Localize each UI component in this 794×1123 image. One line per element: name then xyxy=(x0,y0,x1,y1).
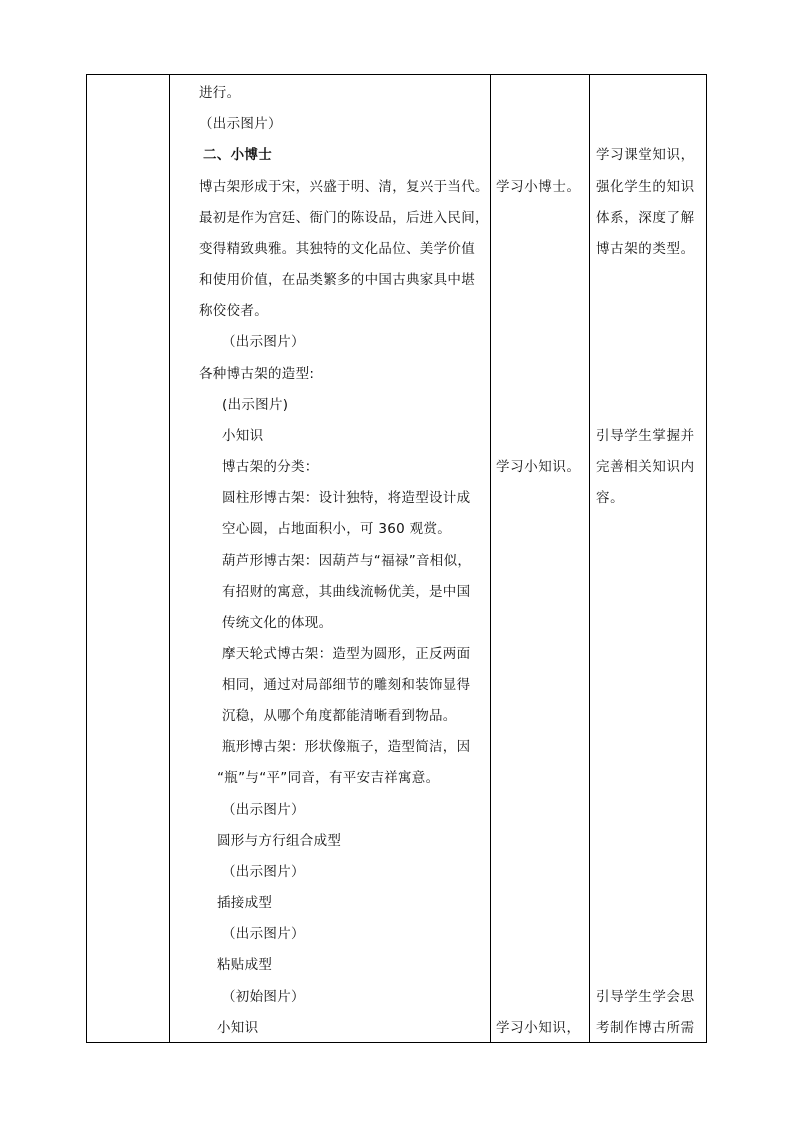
content-line: 插接成型 xyxy=(217,895,273,911)
content-line: 小知识 xyxy=(222,428,264,444)
content-line: 称佼佼者。 xyxy=(199,303,268,319)
content-line: 变得精致典雅。其独特的文化品位、美学价值 xyxy=(199,241,475,257)
section-heading: 二、小博士 xyxy=(203,147,272,163)
content-line: （出示图片） xyxy=(222,802,305,818)
content-line: 相同，通过对局部细节的雕刻和装饰显得 xyxy=(222,677,471,693)
activity-text: 学习小知识。 xyxy=(496,459,581,475)
content-line: “瓶”与“平”同音，有平安吉祥寓意。 xyxy=(217,770,440,786)
content-line: （出示图片） xyxy=(222,926,305,942)
content-line: 摩天轮式博古架：造型为圆形，正反两面 xyxy=(222,646,471,662)
activity-text: 学习小知识， xyxy=(496,1020,581,1036)
content-line: （出示图片） xyxy=(222,864,305,880)
content-line: （初始图片） xyxy=(222,989,305,1005)
content-line: 最初是作为宫廷、衙门的陈设品，后进入民间， xyxy=(199,210,489,226)
content-line: 粘贴成型 xyxy=(217,957,273,973)
content-line: 圆柱形博古架：设计独特，将造型设计成 xyxy=(222,490,471,506)
intent-text: 强化学生的知识 xyxy=(596,179,695,195)
content-line: 博古架形成于宋，兴盛于明、清，复兴于当代。 xyxy=(199,179,489,195)
column-divider xyxy=(490,75,491,1042)
content-line: 葫芦形博古架：因葫芦与“福禄”音相似， xyxy=(222,553,472,569)
content-line: 瓶形博古架：形状像瓶子，造型简洁，因 xyxy=(222,739,471,755)
content-line: 圆形与方行组合成型 xyxy=(217,833,342,849)
content-line: 空心圆，占地面积小，可 360 观赏。 xyxy=(222,521,452,537)
content-line: 传统文化的体现。 xyxy=(222,615,333,631)
column-divider xyxy=(589,75,590,1042)
content-line: 有招财的寓意，其曲线流畅优美，是中国 xyxy=(222,584,471,600)
column-divider xyxy=(169,75,170,1042)
content-line: （出示图片） xyxy=(199,116,282,132)
content-line: 各种博古架的造型: xyxy=(199,366,315,382)
intent-text: 引导学生学会思 xyxy=(596,989,695,1005)
intent-text: 考制作博古所需 xyxy=(596,1020,695,1036)
content-line: 进行。 xyxy=(199,85,241,101)
intent-text: 体系，深度了解 xyxy=(596,210,695,226)
intent-text: 学习课堂知识， xyxy=(596,147,695,163)
content-line: 沉稳，从哪个角度都能清晰看到物品。 xyxy=(222,708,457,724)
intent-text: 引导学生掌握并 xyxy=(596,428,695,444)
content-line: (出示图片) xyxy=(222,397,289,413)
intent-text: 完善相关知识内 xyxy=(596,459,695,475)
content-line: 和使用价值，在品类繁多的中国古典家具中堪 xyxy=(199,272,475,288)
activity-text: 学习小博士。 xyxy=(496,179,581,195)
content-line: （出示图片） xyxy=(222,334,305,350)
intent-text: 博古架的类型。 xyxy=(596,241,695,257)
intent-text: 容。 xyxy=(596,490,625,506)
content-line: 博古架的分类： xyxy=(222,459,319,475)
content-line: 小知识 xyxy=(217,1020,259,1036)
